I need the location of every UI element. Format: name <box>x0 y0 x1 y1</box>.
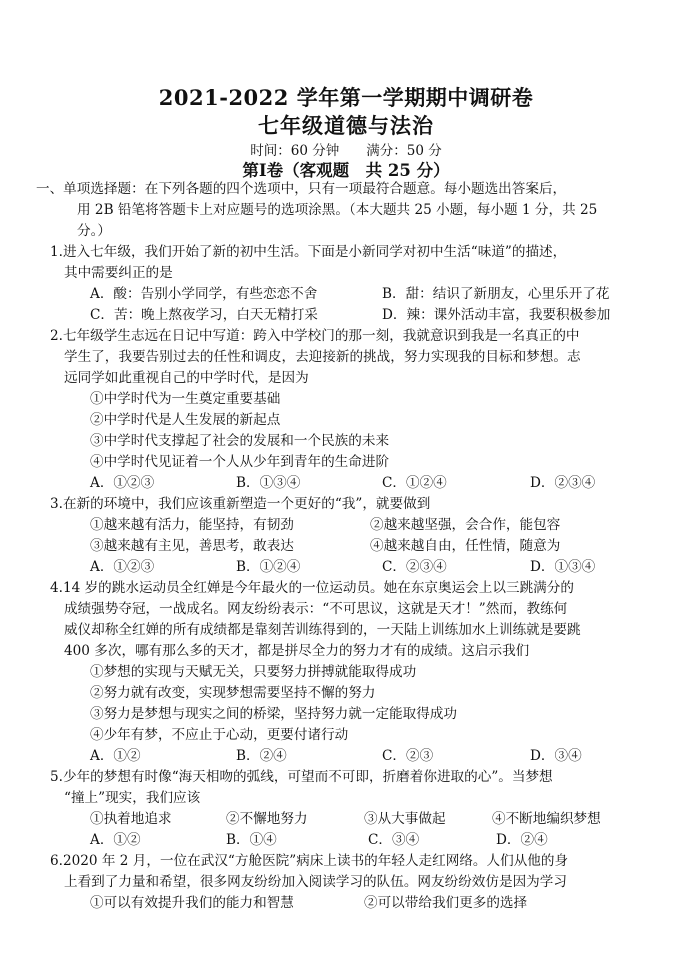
answer-option: B．①②④ <box>236 559 301 575</box>
statement-item: ①中学时代为一生奠定重要基础 <box>90 391 281 407</box>
answer-option: C．苦：晚上熬夜学习，白天无精打采 <box>90 307 318 323</box>
statement-item: ④越来越自由，任性情，随意为 <box>370 538 561 554</box>
section-heading: 第Ⅰ卷（客观题 共 25 分） <box>242 161 450 180</box>
answer-option: C．②③④ <box>382 559 447 575</box>
answer-option: B．甜：结识了新朋友，心里乐开了花 <box>382 286 610 302</box>
answer-option: A．①②③ <box>90 475 155 491</box>
statement-item: ①越来越有活力，能坚持，有韧劲 <box>90 517 294 533</box>
answer-option: A．①② <box>90 748 141 764</box>
answer-option: B．①④ <box>226 832 277 848</box>
instructions-line: 一、单项选择题：在下列各题的四个选项中，只有一项最符合题意。每小题选出答案后， <box>36 181 567 197</box>
answer-option: A．酸：告别小学同学，有些恋恋不舍 <box>90 286 318 302</box>
question-stem: “撞上”现实，我们应该 <box>64 790 201 806</box>
instructions-line: 用 2B 铅笔将答题卡上对应题号的选项涂黑。（本大题共 25 小题，每小题 1 分，共 25 <box>77 202 598 218</box>
statement-item: ②可以带给我们更多的选择 <box>364 895 528 911</box>
question-stem: 400 多次，哪有那么多的天才，都是拼尽全力的努力才有的成绩。这启示我们 <box>64 643 530 659</box>
answer-option: C．①②④ <box>382 475 447 491</box>
question-stem: 成绩强势夺冠，一战成名。网友纷纷表示：“不可思议，这就是天才！”然而，教练何 <box>64 601 568 617</box>
answer-option: C．②③ <box>382 748 434 764</box>
statement-item: ①执着地追求 <box>90 811 172 827</box>
question-stem: 6.2020 年 2 月，一位在武汉“方舱医院”病床上读书的年轻人走红网络。人们从他的身 <box>50 853 569 869</box>
question-stem: 威仪却称全红婵的所有成绩都是靠刻苦训练得到的，一天陆上训练加水上训练就是要跳 <box>64 622 581 638</box>
statement-item: ③中学时代支撑起了社会的发展和一个民族的未来 <box>90 433 390 449</box>
statement-item: ①梦想的实现与天赋无关，只要努力拼搏就能取得成功 <box>90 664 417 680</box>
statement-item: ③从大事做起 <box>364 811 446 827</box>
question-stem: 上看到了力量和希望，很多网友纷纷加入阅读学习的队伍。网友纷纷效仿是因为学习 <box>64 874 567 890</box>
question-stem: 5.少年的梦想有时像“海天相吻的弧线，可望而不可即，折磨着你进取的心”。当梦想 <box>50 769 553 785</box>
statement-item: ②越来越坚强，会合作，能包容 <box>370 517 561 533</box>
answer-option: D．③④ <box>530 748 582 764</box>
instructions-line: 分。） <box>77 223 111 239</box>
question-stem: 远同学如此重视自己的中学时代，是因为 <box>64 370 309 386</box>
exam-title: 2021-2022 学年第一学期期中调研卷 <box>158 85 534 110</box>
question-stem: 1.进入七年级，我们开始了新的初中生活。下面是小新同学对初中生活“味道”的描述， <box>50 244 567 260</box>
statement-item: ②不懈地努力 <box>226 811 308 827</box>
answer-option: C．③④ <box>368 832 420 848</box>
exam-subject: 七年级道德与法治 <box>258 113 434 138</box>
question-stem: 2.七年级学生志远在日记中写道：跨入中学校门的那一刻，我就意识到我是一名真正的中 <box>50 328 580 344</box>
statement-item: ③越来越有主见，善思考，敢表达 <box>90 538 294 554</box>
statement-item: ②中学时代是人生发展的新起点 <box>90 412 281 428</box>
statement-item: ④少年有梦，不应止于心动，更要付诸行动 <box>90 727 349 743</box>
answer-option: D．②③④ <box>530 475 596 491</box>
answer-option: A．①② <box>90 832 141 848</box>
exam-meta: 时间：60 分钟 满分：50 分 <box>250 143 442 159</box>
statement-item: ③努力是梦想与现实之间的桥梁，坚持努力就一定能取得成功 <box>90 706 458 722</box>
statement-item: ④中学时代见证着一个人从少年到青年的生命进阶 <box>90 454 390 470</box>
statement-item: ①可以有效提升我们的能力和智慧 <box>90 895 294 911</box>
question-stem: 3.在新的环境中，我们应该重新塑造一个更好的“我”，就要做到 <box>50 496 431 512</box>
statement-item: ④不断地编织梦想 <box>492 811 601 827</box>
question-stem: 4.14 岁的跳水运动员全红婵是今年最火的一位运动员。她在东京奥运会上以三跳满分的 <box>50 580 574 596</box>
answer-option: B．①③④ <box>236 475 301 491</box>
statement-item: ②努力就有改变，实现梦想需要坚持不懈的努力 <box>90 685 376 701</box>
answer-option: A．①②③ <box>90 559 155 575</box>
answer-option: D．②④ <box>496 832 548 848</box>
answer-option: B．②④ <box>236 748 287 764</box>
answer-option: D．①③④ <box>530 559 596 575</box>
question-stem: 学生了，我要告别过去的任性和调皮，去迎接新的挑战，努力实现我的目标和梦想。志 <box>64 349 581 365</box>
question-stem: 其中需要纠正的是 <box>64 265 173 281</box>
answer-option: D．辣：课外活动丰富，我要积极参加 <box>382 307 611 323</box>
